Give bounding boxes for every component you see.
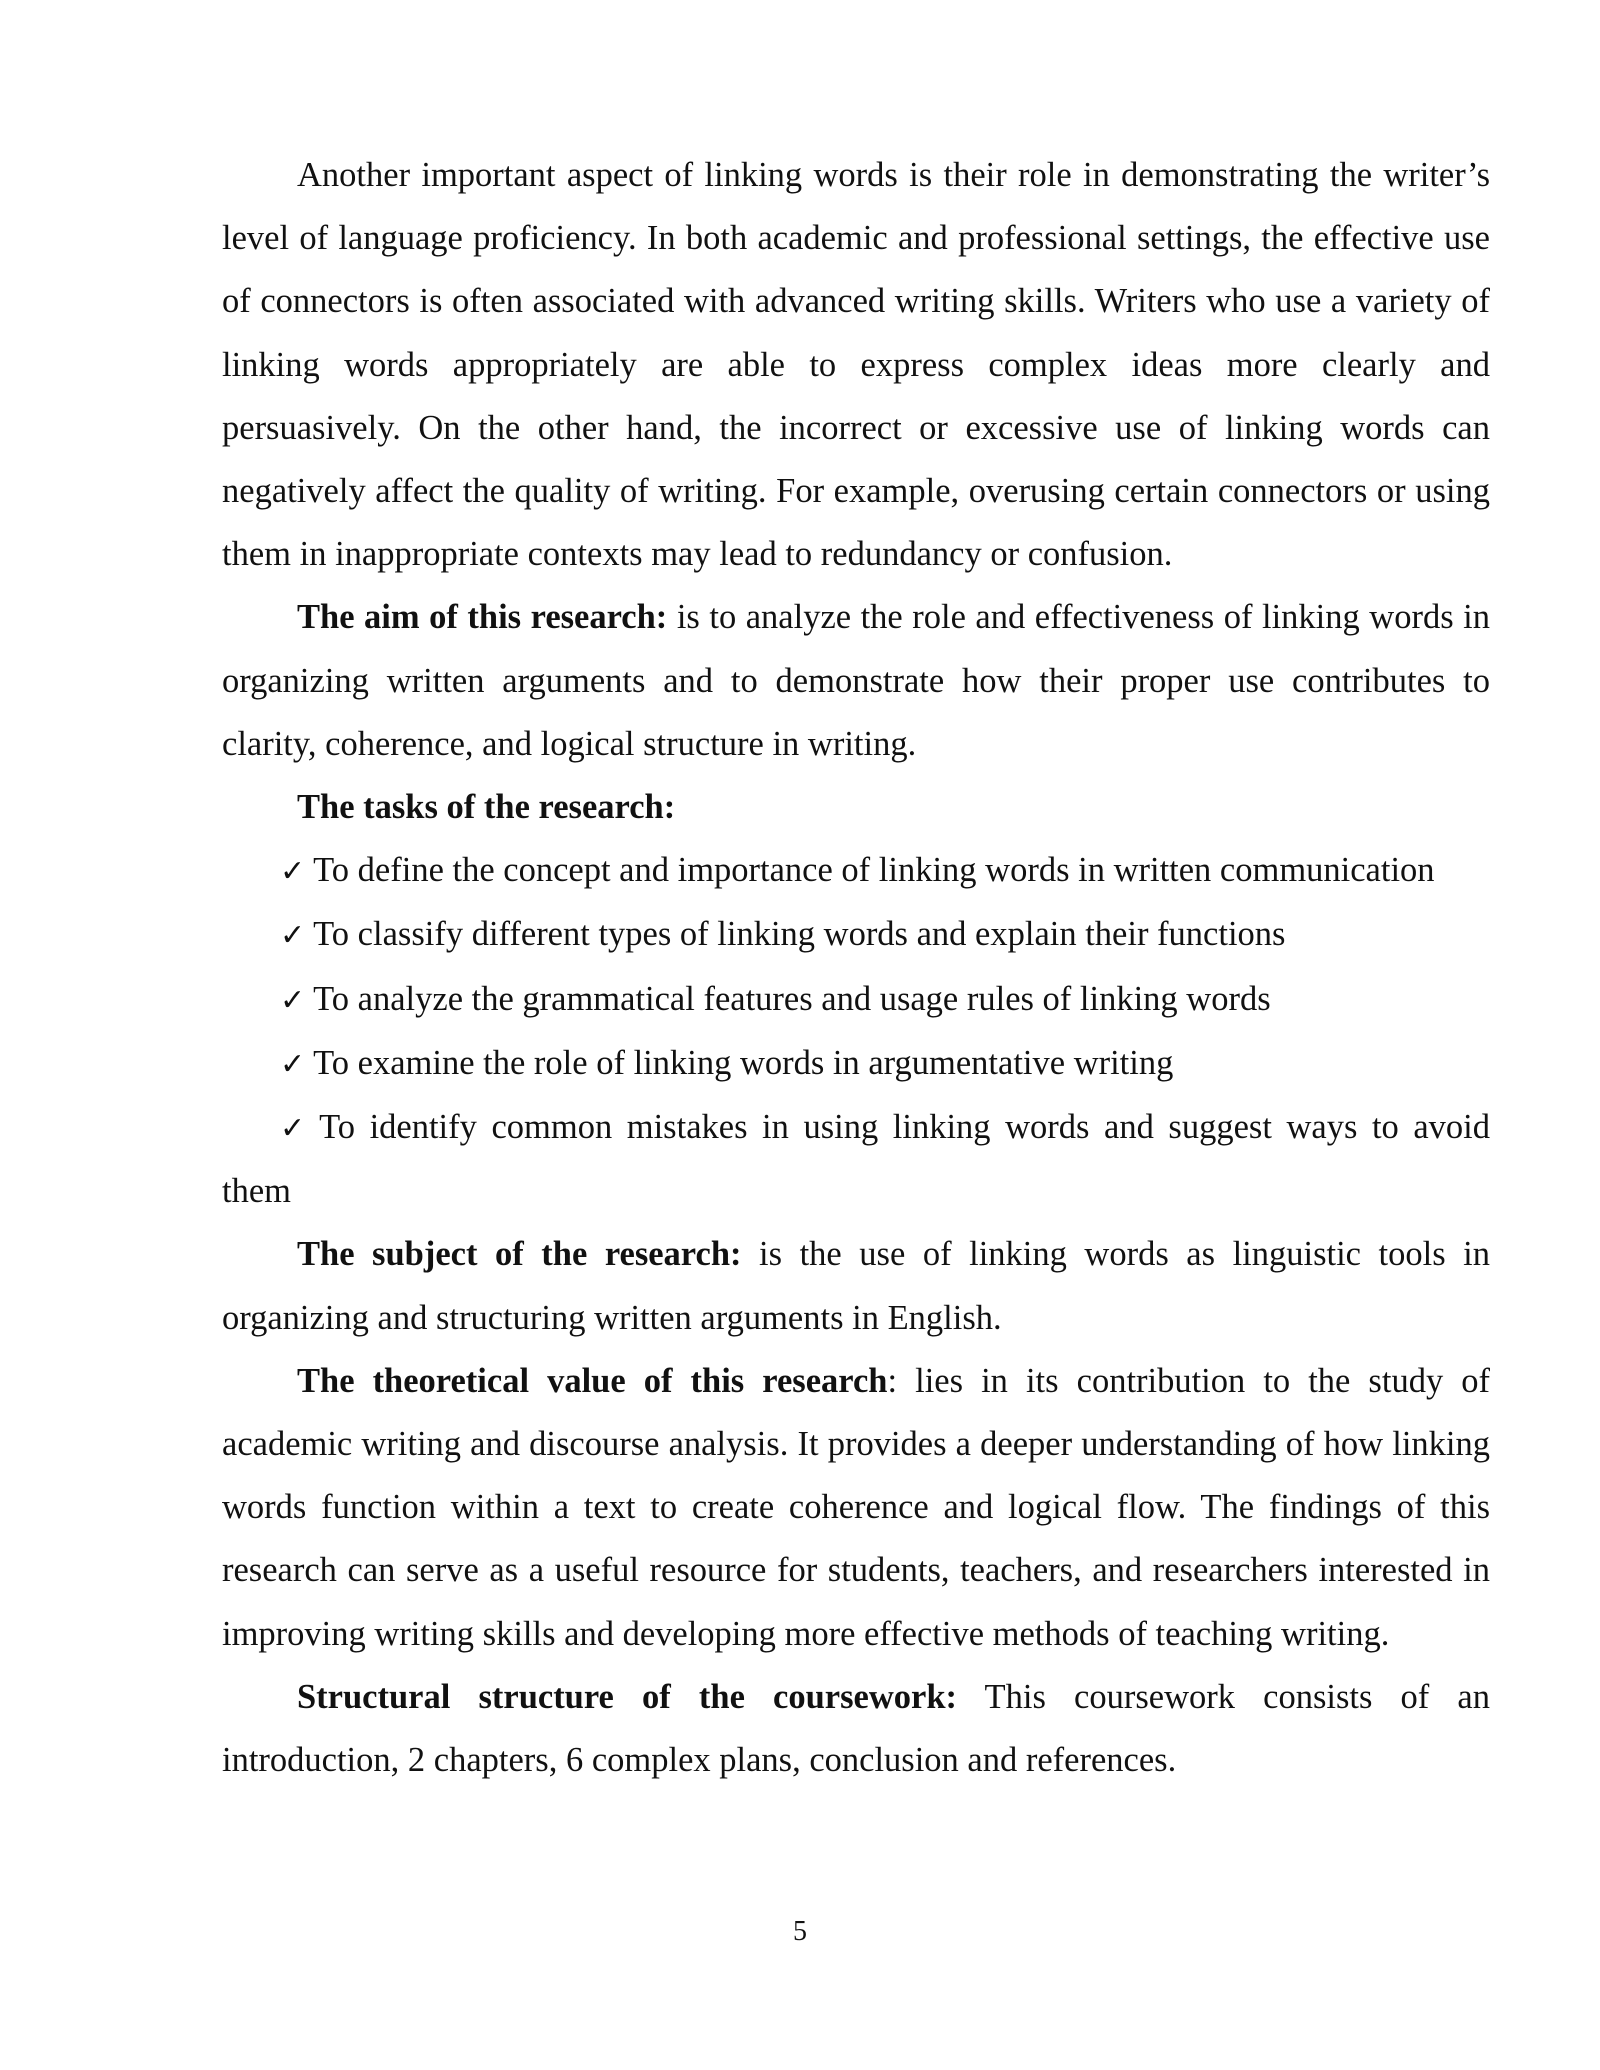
checkmark-icon: ✓ [280, 854, 306, 890]
structure-text: This coursework consists of an introduction, 2 chapters, 6 complex plans, conclusion and references. [222, 1677, 1490, 1780]
task-text: To analyze the grammatical features and usage rules of linking words [313, 979, 1271, 1018]
structure-paragraph [222, 1666, 1490, 1792]
theoretical-value-paragraph [222, 1350, 1490, 1666]
intro-paragraph: Another important aspect of linking words is their role in demonstrating the writer’s level of language proficiency. In both academic and professional settings, the effective use of connectors is often associated with advanced writing skills. Writers who use a variety of linking words appropriately are able to express complex ideas more clearly and persuasively. On the other hand, the incorrect or excessive use of linking words can negatively affect the quality of writing. For example, overusing certain connectors or using them in inappropriate contexts may lead to redundancy or confusion. [222, 156, 1490, 574]
task-text: To examine the role of linking words in argumentative writing [313, 1043, 1174, 1082]
task-text: To classify different types of linking words and explain their functions [313, 915, 1286, 954]
checkmark-icon: ✓ [280, 1046, 306, 1082]
page-content [222, 144, 1490, 1792]
list-item [222, 1032, 1490, 1096]
subject-text: is the use of linking words as linguistic tools in organizing and structuring written arguments in English. [222, 1235, 1491, 1337]
task-text: To define the concept and importance of linking words in written communication [313, 851, 1435, 890]
tasks-heading: The tasks of the research: [297, 788, 676, 827]
aim-text: is to analyze the role and effectiveness of linking words in organizing written arguments and to demonstrate how their proper use contributes to clarity, coherence, and logical structure in writing. [222, 598, 1490, 763]
list-item [222, 839, 1490, 903]
checkmark-icon: ✓ [280, 1111, 312, 1147]
aim-paragraph [222, 586, 1490, 776]
subject-paragraph [222, 1223, 1490, 1349]
subject-label: The subject of the research: [297, 1235, 742, 1274]
list-item [222, 1096, 1490, 1223]
task-text: To identify common mistakes in using linking words and suggest ways to avoid them [222, 1108, 1490, 1211]
theoretical-value-text: : lies in its contribution to the study of academic writing and discourse analysis. It provides a deeper understanding of how linking words function within a text to create coherence and logical flow. The findings of this research can serve as a useful resource for students, teachers, and researchers interested in improving writing skills and developing more effective methods of teaching writing. [222, 1361, 1490, 1653]
checkmark-icon: ✓ [280, 918, 306, 954]
list-item [222, 903, 1490, 967]
page-number: 5 [793, 1916, 807, 1947]
checkmark-icon: ✓ [280, 982, 306, 1018]
tasks-list [222, 839, 1490, 1223]
structure-label: Structural structure of the coursework: [297, 1677, 958, 1716]
list-item [222, 968, 1490, 1032]
aim-label: The aim of this research: [297, 598, 668, 637]
theoretical-value-label: The theoretical value of this research [297, 1361, 888, 1400]
